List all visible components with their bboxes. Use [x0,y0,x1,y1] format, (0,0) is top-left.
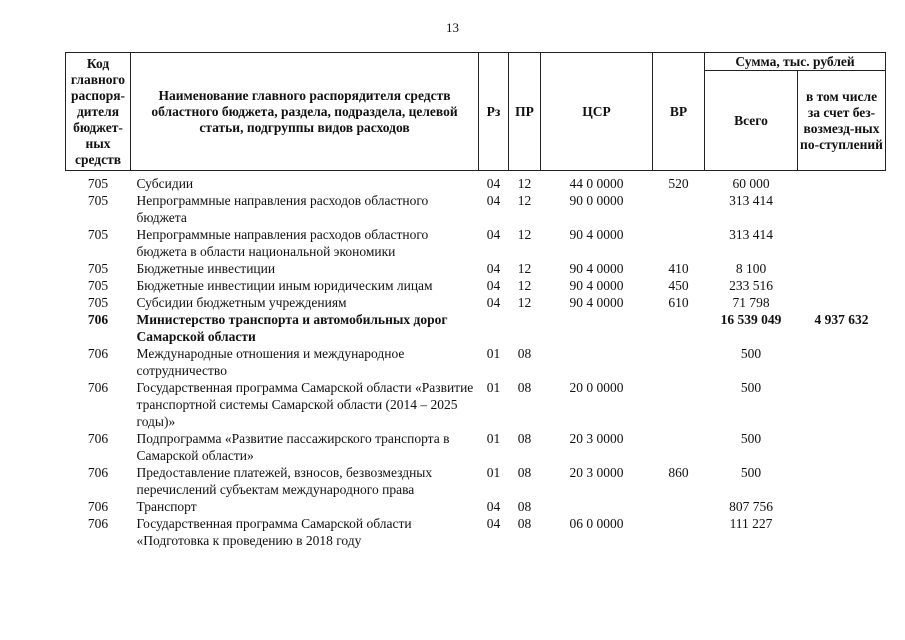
header-code: Код главного распоря-дителя бюджет-ных средств [66,53,131,171]
cell-code: 706 [87,431,109,446]
cell-vr [653,345,705,379]
cell-vr [653,498,705,515]
cell-code: 705 [87,227,109,242]
cell-rz: 01 [486,346,501,361]
cell-total: 807 756 [729,499,773,514]
cell-name: Субсидии [136,176,194,191]
cell-rz: 04 [486,295,501,310]
cell-total: 500 [740,346,762,361]
cell-vr: 450 [668,278,689,293]
table-row [66,226,886,260]
cell-code: 706 [87,499,109,514]
cell-code: 705 [87,176,109,191]
cell-name: Министерство транспорта и автомобильных дорог Самарской области [136,312,448,344]
cell-rz: 04 [486,193,501,208]
cell-name: Бюджетные инвестиции [136,261,276,276]
cell-rz: 01 [486,380,501,395]
cell-csr: 90 4 0000 [569,295,624,310]
budget-table [65,52,886,549]
cell-vr [653,226,705,260]
table-row [66,171,886,193]
table-row [66,464,886,498]
cell-code: 706 [87,312,109,327]
cell-csr: 06 0 0000 [569,516,624,531]
cell-pr: 12 [517,278,532,293]
cell-incl [798,277,886,294]
table-row [66,515,886,549]
cell-vr [653,430,705,464]
cell-rz: 04 [486,499,501,514]
header-sum: Сумма, тыс. рублей [705,53,886,71]
cell-csr [541,345,653,379]
cell-incl [798,226,886,260]
cell-total: 500 [740,465,762,480]
table-row [66,277,886,294]
cell-incl [798,515,886,549]
cell-total: 8 100 [735,261,767,276]
cell-vr [653,311,705,345]
cell-name: Государственная программа Самарской области «Развитие транспортной системы Самарской области (2014 – 2025 годы)» [136,380,474,429]
cell-incl [798,294,886,311]
table-row [66,192,886,226]
cell-incl [798,345,886,379]
cell-csr: 90 4 0000 [569,227,624,242]
cell-incl [798,379,886,430]
table-row [66,379,886,430]
cell-total: 313 414 [729,193,773,208]
cell-rz [479,311,509,345]
header-total: Всего [705,71,798,171]
cell-rz: 04 [486,278,501,293]
page-number: 13 [446,20,459,35]
header-csr: ЦСР [541,53,653,171]
header-pr: ПР [509,53,541,171]
cell-pr: 12 [517,261,532,276]
cell-pr [509,311,541,345]
cell-total: 60 000 [732,176,770,191]
table-row [66,430,886,464]
cell-pr: 08 [517,516,532,531]
cell-code: 705 [87,193,109,208]
cell-name: Предоставление платежей, взносов, безвозмездных перечислений субъектам международного права [136,465,433,497]
cell-rz: 04 [486,516,501,531]
cell-pr: 12 [517,227,532,242]
header-rz: Рз [479,53,509,171]
header-name: Наименование главного распорядителя средств областного бюджета, раздела, подраздела, целевой статьи, подгруппы видов расходов [131,53,479,171]
cell-pr: 08 [517,499,532,514]
cell-total: 233 516 [729,278,773,293]
cell-total: 16 539 049 [720,312,782,327]
cell-pr: 08 [517,380,532,395]
cell-vr [653,192,705,226]
cell-csr [541,498,653,515]
cell-code: 705 [87,295,109,310]
cell-name: Субсидии бюджетным учреждениям [136,295,347,310]
table-row [66,294,886,311]
cell-code: 706 [87,346,109,361]
header-vr: ВР [653,53,705,171]
cell-name: Международные отношения и международное сотрудничество [136,346,405,378]
cell-name: Подпрограмма «Развитие пассажирского транспорта в Самарской области» [136,431,450,463]
cell-csr: 20 3 0000 [569,431,624,446]
cell-code: 706 [87,465,109,480]
cell-incl [798,192,886,226]
cell-rz: 01 [486,431,501,446]
cell-code: 706 [87,516,109,531]
table-row [66,260,886,277]
cell-csr: 44 0 0000 [569,176,624,191]
cell-csr: 20 0 0000 [569,380,624,395]
cell-csr: 90 4 0000 [569,261,624,276]
cell-name: Непрограммные направления расходов областного бюджета [136,193,429,225]
cell-name: Непрограммные направления расходов областного бюджета в области национальной экономики [136,227,429,259]
cell-vr: 860 [668,465,689,480]
cell-csr: 90 4 0000 [569,278,624,293]
cell-pr: 08 [517,346,532,361]
cell-total: 71 798 [732,295,770,310]
cell-incl: 4 937 632 [814,312,869,327]
cell-incl [798,498,886,515]
cell-total: 500 [740,380,762,395]
cell-name: Бюджетные инвестиции иным юридическим лицам [136,278,433,293]
cell-pr: 12 [517,193,532,208]
table-row [66,498,886,515]
cell-csr [541,311,653,345]
cell-incl [798,464,886,498]
cell-csr: 20 3 0000 [569,465,624,480]
cell-total: 111 227 [729,516,773,531]
cell-incl [798,260,886,277]
cell-rz: 01 [486,465,501,480]
cell-pr: 08 [517,465,532,480]
cell-incl [798,171,886,193]
cell-vr: 610 [668,295,689,310]
cell-rz: 04 [486,176,501,191]
cell-name: Транспорт [136,499,197,514]
cell-incl [798,430,886,464]
cell-vr: 520 [668,176,689,191]
cell-code: 706 [87,380,109,395]
cell-total: 500 [740,431,762,446]
cell-pr: 12 [517,176,532,191]
cell-vr: 410 [668,261,689,276]
header-incl: в том числе за счет без-возмезд-ных по-ступлений [798,71,886,171]
cell-code: 705 [87,261,109,276]
cell-total: 313 414 [729,227,773,242]
cell-rz: 04 [486,261,501,276]
cell-vr [653,379,705,430]
cell-pr: 12 [517,295,532,310]
table-row [66,345,886,379]
cell-csr: 90 0 0000 [569,193,624,208]
cell-vr [653,515,705,549]
cell-rz: 04 [486,227,501,242]
cell-pr: 08 [517,431,532,446]
table-row [66,311,886,345]
cell-name: Государственная программа Самарской области «Подготовка к проведению в 2018 году [136,516,412,548]
cell-code: 705 [87,278,109,293]
